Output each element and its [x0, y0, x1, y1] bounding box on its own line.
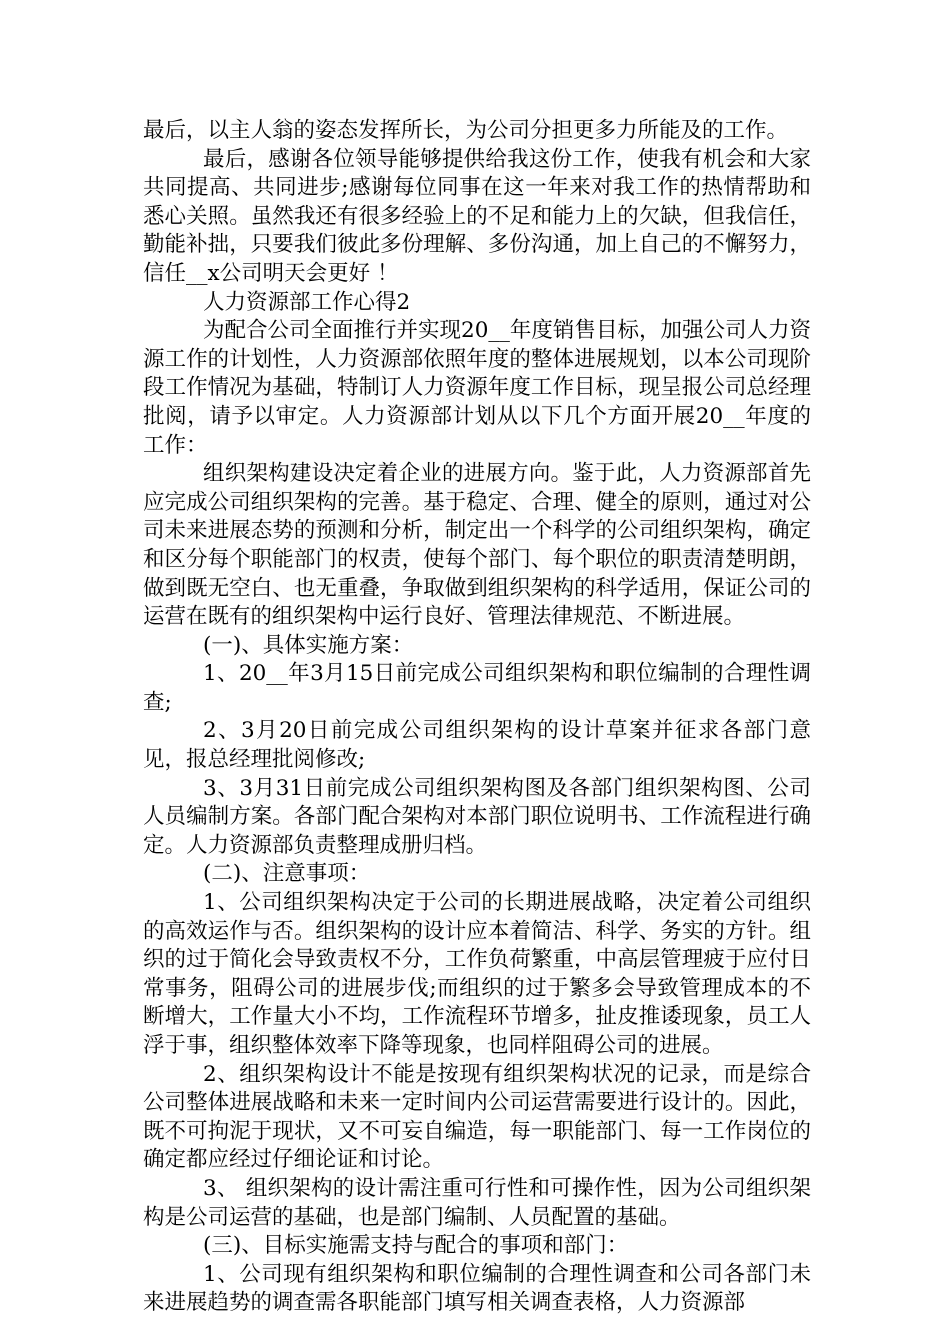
list-item-plan-2: 2、3月20日前完成公司组织架构的设计草案并征求各部门意见，报总经理批阅修改; — [143, 718, 811, 773]
paragraph-thanks: 最后，感谢各位领导能够提供给我这份工作，使我有机会和大家共同提高、共同进步;感谢每位同事在这一年来对我工作的热情帮助和悉心关照。虽然我还有很多经验上的不足和能力上的欠缺，但我信任，勤能补拙，只要我们彼此多份理解、多份沟通，加上自己的不懈努力，信任__x公司明天会更好 ！ — [143, 146, 811, 286]
list-item-note-2: 2、组织架构设计不能是按现有组织架构状况的记录，而是综合公司整体进展战略和未来一定时间内公司运营需要进行设计的。因此，既不可拘泥于现状，又不可妄自编造，每一职能部门、每一工作岗位的确定都应经过仔细论证和讨论。 — [143, 1061, 811, 1173]
paragraph-closing-line: 最后，以主人翁的姿态发挥所长，为公司分担更多力所能及的工作。 — [143, 118, 789, 143]
list-item-plan-3: 3、3月31日前完成公司组织架构图及各部门组织架构图、公司人员编制方案。各部门配合架构对本部门职位说明书、工作流程进行确定。人力资源部负责整理成册归档。 — [143, 775, 811, 858]
paragraph-intro: 为配合公司全面推行并实现20__年度销售目标，加强公司人力资源工作的计划性，人力资源部依照年度的整体进展规划，以本公司现阶段工作情况为基础，特制订人力资源年度工作目标，现呈报公司总经理批阅，请予以审定。人力资源部计划从以下几个方面开展20__年度的工作： — [143, 318, 811, 458]
list-item-note-3: 3、 组织架构的设计需注重可行性和可操作性，因为公司组织架构是公司运营的基础，也是部门编制、人员配置的基础。 — [143, 1175, 811, 1230]
section-title: 人力资源部工作心得2 — [203, 289, 411, 315]
subheading-plan: (一)、具体实施方案： — [203, 632, 414, 658]
subheading-notes: (二)、注意事项： — [203, 861, 371, 887]
paragraph-org-structure: 组织架构建设决定着企业的进展方向。鉴于此，人力资源部首先应完成公司组织架构的完善。基于稳定、合理、健全的原则，通过对公司未来进展态势的预测和分析，制定出一个科学的公司组织架构，确定和区分每个职能部门的权责，使每个部门、每个职位的职责清楚明朗，做到既无空白、也无重叠，争取做到组织架构的科学适用，保证公司的运营在既有的组织架构中运行良好、管理法律规范、不断进展。 — [143, 461, 811, 630]
list-item-support-1: 1、公司现有组织架构和职位编制的合理性调查和公司各部门未来进展趋势的调查需各职能部门填写相关调查表格，人力资源部 — [143, 1261, 811, 1316]
list-item-plan-1: 1、20__年3月15日前完成公司组织架构和职位编制的合理性调查; — [143, 661, 811, 715]
subheading-support: (三)、目标实施需支持与配合的事项和部门： — [203, 1233, 629, 1259]
document-page — [143, 117, 811, 1318]
list-item-note-1: 1、公司组织架构决定于公司的长期进展战略，决定着公司组织的高效运作与否。组织架构的设计应本着简洁、科学、务实的方针。组织的过于简化会导致责权不分，工作负荷繁重，中高层管理疲于应付日常事务，阻碍公司的进展步伐;而组织的过于繁多会导致管理成本的不断增大，工作量大小不均，工作流程环节增多，扯皮推诿现象，员工人浮于事，组织整体效率下降等现象，也同样阻碍公司的进展。 — [143, 890, 811, 1058]
